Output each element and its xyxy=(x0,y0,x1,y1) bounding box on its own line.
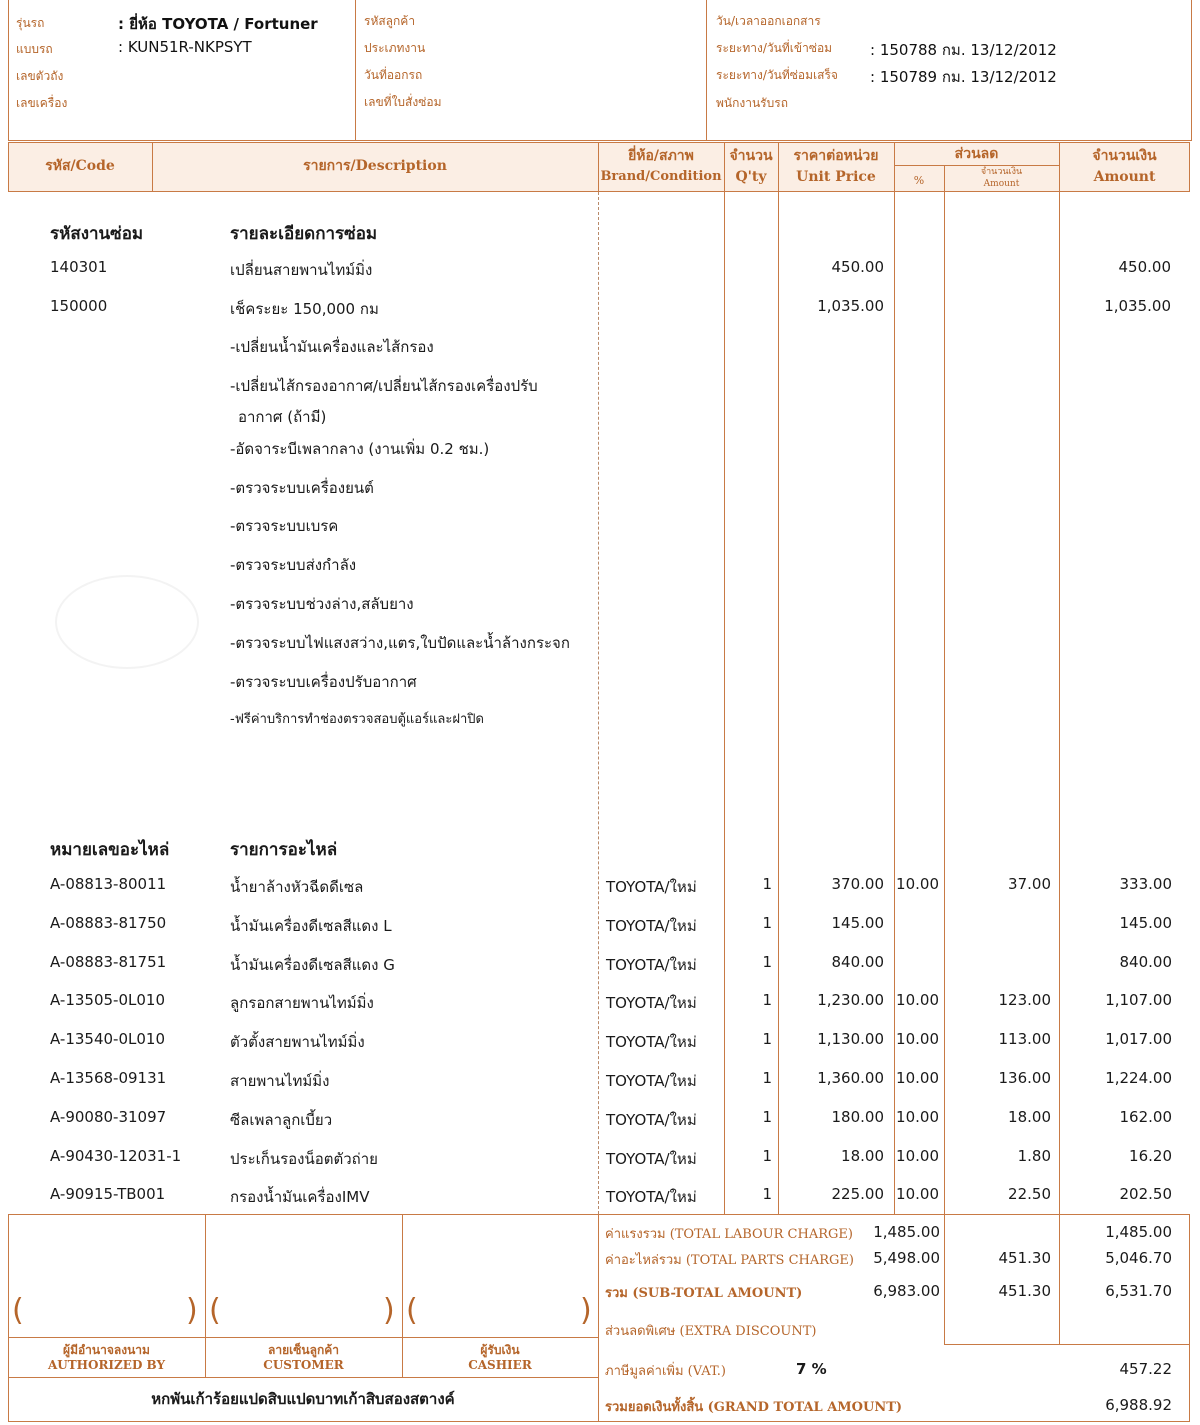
part-brand: TOYOTA/ใหม่ xyxy=(606,1111,697,1129)
sign-customer-en: CUSTOMER xyxy=(263,1358,344,1372)
labour-detail: -เปลี่ยนไส้กรองอากาศ/เปลี่ยนไส้กรองเครื่องปรับ xyxy=(230,377,538,395)
part-discount-amount: 37.00 xyxy=(1008,875,1051,893)
labour-detail: -ตรวจระบบเครื่องปรับอากาศ xyxy=(230,673,417,691)
label-doc-date: วัน/เวลาออกเอกสาร xyxy=(716,14,821,28)
col-discount-th: ส่วนลด xyxy=(954,146,999,162)
value-type: : KUN51R-NKPSYT xyxy=(118,38,252,56)
part-code: A-08883-81751 xyxy=(50,953,167,971)
col-discount-amount-en: Amount xyxy=(983,179,1020,189)
col-brand-en: Brand/Condition xyxy=(600,169,722,184)
col-price-th: ราคาต่อหน่วย xyxy=(793,148,879,164)
parts-desc-title: รายการอะไหล่ xyxy=(230,840,338,860)
total-parts-discount: 451.30 xyxy=(998,1249,1051,1267)
signature-bracket-open: ( xyxy=(209,1293,221,1328)
label-out-distance: ระยะทาง/วันที่ซ่อมเสร็จ xyxy=(716,68,838,82)
part-qty: 1 xyxy=(762,953,772,971)
part-code: A-90430-12031-1 xyxy=(50,1147,182,1165)
labour-detail: -อัดจาระบีเพลากลาง (งานเพิ่ม 0.2 ชม.) xyxy=(230,440,490,458)
labour-code: 140301 xyxy=(50,258,108,276)
sign-cashier-th: ผู้รับเงิน xyxy=(480,1343,520,1357)
part-discount-pct: 10.00 xyxy=(896,1147,939,1165)
labour-price: 450.00 xyxy=(831,258,884,276)
part-unit-price: 180.00 xyxy=(831,1108,884,1126)
part-qty: 1 xyxy=(762,991,772,1009)
part-discount-pct: 10.00 xyxy=(896,875,939,893)
col-amount-en: Amount xyxy=(1093,169,1156,185)
label-customer-code: รหัสลูกค้า xyxy=(364,14,416,28)
part-description: น้ำมันเครื่องดีเซลสีแดง L xyxy=(230,917,392,935)
part-brand: TOYOTA/ใหม่ xyxy=(606,1150,697,1168)
part-unit-price: 18.00 xyxy=(841,1147,884,1165)
part-discount-pct: 10.00 xyxy=(896,991,939,1009)
col-discount-pct: % xyxy=(913,174,925,187)
value-out-distance: : 150789 กม. 13/12/2012 xyxy=(870,68,1057,86)
labour-detail: -เปลี่ยนน้ำมันเครื่องและไส้กรอง xyxy=(230,338,434,356)
part-discount-amount: 22.50 xyxy=(1008,1185,1051,1203)
part-discount-amount: 1.80 xyxy=(1017,1147,1051,1165)
part-description: สายพานไทม์มิ่ง xyxy=(230,1072,330,1090)
part-discount-amount: 136.00 xyxy=(998,1069,1051,1087)
part-unit-price: 1,230.00 xyxy=(817,991,884,1009)
subtotal-price: 6,983.00 xyxy=(873,1282,940,1300)
part-code: A-90080-31097 xyxy=(50,1108,167,1126)
labour-detail: -ตรวจระบบเบรค xyxy=(230,517,339,535)
part-amount: 1,107.00 xyxy=(1105,991,1172,1009)
total-parts-price: 5,498.00 xyxy=(873,1249,940,1267)
signature-bracket-open: ( xyxy=(406,1293,418,1328)
part-description: ตัวตั้งสายพานไทม์มิ่ง xyxy=(230,1033,365,1051)
value-in-distance: : 150788 กม. 13/12/2012 xyxy=(870,41,1057,59)
part-code: A-13505-0L010 xyxy=(50,991,166,1009)
part-discount-amount: 123.00 xyxy=(998,991,1051,1009)
part-brand: TOYOTA/ใหม่ xyxy=(606,878,697,896)
part-unit-price: 1,360.00 xyxy=(817,1069,884,1087)
part-code: A-08883-81750 xyxy=(50,914,167,932)
label-job-type: ประเภทงาน xyxy=(364,41,426,55)
part-amount: 202.50 xyxy=(1119,1185,1172,1203)
part-discount-amount: 113.00 xyxy=(998,1030,1051,1048)
subtotal-amount: 6,531.70 xyxy=(1105,1282,1172,1300)
vat-amount: 457.22 xyxy=(1119,1360,1172,1378)
parts-code-title: หมายเลขอะไหล่ xyxy=(50,840,170,860)
labour-price: 1,035.00 xyxy=(817,297,884,315)
labour-desc: เช็คระยะ 150,000 กม xyxy=(230,300,379,318)
part-description: ประเก็นรองน็อตตัวถ่าย xyxy=(230,1150,378,1168)
part-amount: 1,224.00 xyxy=(1105,1069,1172,1087)
sign-cashier-en: CASHIER xyxy=(468,1358,532,1372)
subtotal-label: รวม (SUB-TOTAL AMOUNT) xyxy=(605,1286,803,1301)
signature-bracket-close: ) xyxy=(186,1293,198,1328)
signature-bracket-close: ) xyxy=(580,1293,592,1328)
part-description: กรองน้ำมันเครื่องIMV xyxy=(230,1188,370,1206)
part-amount: 840.00 xyxy=(1119,953,1172,971)
signature-bracket-open: ( xyxy=(12,1293,24,1328)
col-amount-th: จำนวนเงิน xyxy=(1092,148,1157,164)
total-parts-amount: 5,046.70 xyxy=(1105,1249,1172,1267)
part-qty: 1 xyxy=(762,1185,772,1203)
label-receiver: พนักงานรับรถ xyxy=(716,96,788,110)
part-brand: TOYOTA/ใหม่ xyxy=(606,917,697,935)
sign-customer-th: ลายเซ็นลูกค้า xyxy=(268,1343,339,1357)
col-description: รายการ/Description xyxy=(303,158,447,174)
labour-desc-title: รายละเอียดการซ่อม xyxy=(230,224,378,244)
part-brand: TOYOTA/ใหม่ xyxy=(606,956,697,974)
extra-discount-label: ส่วนลดพิเศษ (EXTRA DISCOUNT) xyxy=(605,1324,817,1339)
label-in-distance: ระยะทาง/วันที่เข้าซ่อม xyxy=(716,41,833,55)
part-code: A-13568-09131 xyxy=(50,1069,167,1087)
part-unit-price: 840.00 xyxy=(831,953,884,971)
labour-detail: -ตรวจระบบไฟแสงสว่าง,แตร,ใบปัดและน้ำล้างกระจก xyxy=(230,634,570,652)
part-qty: 1 xyxy=(762,875,772,893)
labour-detail: อากาศ (ถ้ามี) xyxy=(238,408,327,426)
labour-amount: 1,035.00 xyxy=(1104,297,1171,315)
total-labour-label: ค่าแรงรวม (TOTAL LABOUR CHARGE) xyxy=(605,1227,853,1242)
label-order-no: เลขที่ใบสั่งซ่อม xyxy=(364,95,442,109)
part-unit-price: 145.00 xyxy=(831,914,884,932)
part-code: A-13540-0L010 xyxy=(50,1030,166,1048)
labour-detail: -ตรวจระบบช่วงล่าง,สลับยาง xyxy=(230,595,414,613)
label-chassis: เลขตัวถัง xyxy=(16,69,64,83)
part-unit-price: 225.00 xyxy=(831,1185,884,1203)
col-qty-th: จำนวน xyxy=(729,148,773,164)
part-amount: 1,017.00 xyxy=(1105,1030,1172,1048)
part-qty: 1 xyxy=(762,914,772,932)
label-type: แบบรถ xyxy=(16,42,53,56)
part-qty: 1 xyxy=(762,1030,772,1048)
part-amount: 145.00 xyxy=(1119,914,1172,932)
part-code: A-08813-80011 xyxy=(50,875,167,893)
vat-rate: 7 % xyxy=(796,1360,827,1378)
labour-code-title: รหัสงานซ่อม xyxy=(50,224,144,244)
part-code: A-90915-TB001 xyxy=(50,1185,166,1203)
subtotal-discount: 451.30 xyxy=(998,1282,1051,1300)
part-amount: 162.00 xyxy=(1119,1108,1172,1126)
toyota-logo-watermark xyxy=(55,575,199,669)
vat-label: ภาษีมูลค่าเพิ่ม (VAT.) xyxy=(605,1364,726,1379)
part-brand: TOYOTA/ใหม่ xyxy=(606,1033,697,1051)
total-parts-label: ค่าอะไหล่รวม (TOTAL PARTS CHARGE) xyxy=(605,1253,854,1268)
part-discount-pct: 10.00 xyxy=(896,1030,939,1048)
label-model: รุ่นรถ xyxy=(16,16,45,30)
total-labour-amount: 1,485.00 xyxy=(1105,1223,1172,1241)
part-discount-pct: 10.00 xyxy=(896,1185,939,1203)
part-unit-price: 370.00 xyxy=(831,875,884,893)
part-unit-price: 1,130.00 xyxy=(817,1030,884,1048)
part-brand: TOYOTA/ใหม่ xyxy=(606,1188,697,1206)
part-amount: 333.00 xyxy=(1119,875,1172,893)
col-code: รหัส/Code xyxy=(45,158,115,174)
part-description: น้ำมันเครื่องดีเซลสีแดง G xyxy=(230,956,395,974)
label-engine: เลขเครื่อง xyxy=(16,96,68,110)
total-labour-price: 1,485.00 xyxy=(873,1223,940,1241)
col-qty-en: Q'ty xyxy=(735,169,767,185)
col-price-en: Unit Price xyxy=(796,169,876,185)
value-model: : ยี่ห้อ TOYOTA / Fortuner xyxy=(118,15,318,33)
part-amount: 16.20 xyxy=(1129,1147,1172,1165)
label-release-date: วันที่ออกรถ xyxy=(364,68,423,82)
grand-total-amount: 6,988.92 xyxy=(1105,1396,1172,1414)
sign-authorized-th: ผู้มีอำนาจลงนาม xyxy=(63,1343,150,1357)
part-qty: 1 xyxy=(762,1069,772,1087)
part-discount-pct: 10.00 xyxy=(896,1108,939,1126)
sign-authorized-en: AUTHORIZED BY xyxy=(47,1358,166,1372)
part-description: ซีลเพลาลูกเบี้ยว xyxy=(230,1111,333,1129)
part-discount-pct: 10.00 xyxy=(896,1069,939,1087)
grand-total-label: รวมยอดเงินทั้งสิ้น (GRAND TOTAL AMOUNT) xyxy=(605,1400,903,1415)
part-brand: TOYOTA/ใหม่ xyxy=(606,1072,697,1090)
labour-detail: -ตรวจระบบเครื่องยนต์ xyxy=(230,479,374,497)
col-discount-amount-th: จำนวนเงิน xyxy=(980,167,1023,177)
part-description: ลูกรอกสายพานไทม์มิ่ง xyxy=(230,994,374,1012)
part-brand: TOYOTA/ใหม่ xyxy=(606,994,697,1012)
part-qty: 1 xyxy=(762,1147,772,1165)
labour-detail: -ฟรีค่าบริการทำช่องตรวจสอบตู้แอร์และฝาปิด xyxy=(230,712,484,727)
col-brand-th: ยี่ห้อ/สภาพ xyxy=(628,148,694,164)
amount-in-words: หกพันเก้าร้อยแปดสิบแปดบาทเก้าสิบสองสตางค์ xyxy=(151,1390,455,1408)
part-description: น้ำยาล้างหัวฉีดดีเซล xyxy=(230,878,364,896)
signature-bracket-close: ) xyxy=(383,1293,395,1328)
labour-amount: 450.00 xyxy=(1118,258,1171,276)
part-discount-amount: 18.00 xyxy=(1008,1108,1051,1126)
labour-desc: เปลี่ยนสายพานไทม์มิ่ง xyxy=(230,261,373,279)
labour-code: 150000 xyxy=(50,297,108,315)
part-qty: 1 xyxy=(762,1108,772,1126)
labour-detail: -ตรวจระบบส่งกำลัง xyxy=(230,556,357,574)
